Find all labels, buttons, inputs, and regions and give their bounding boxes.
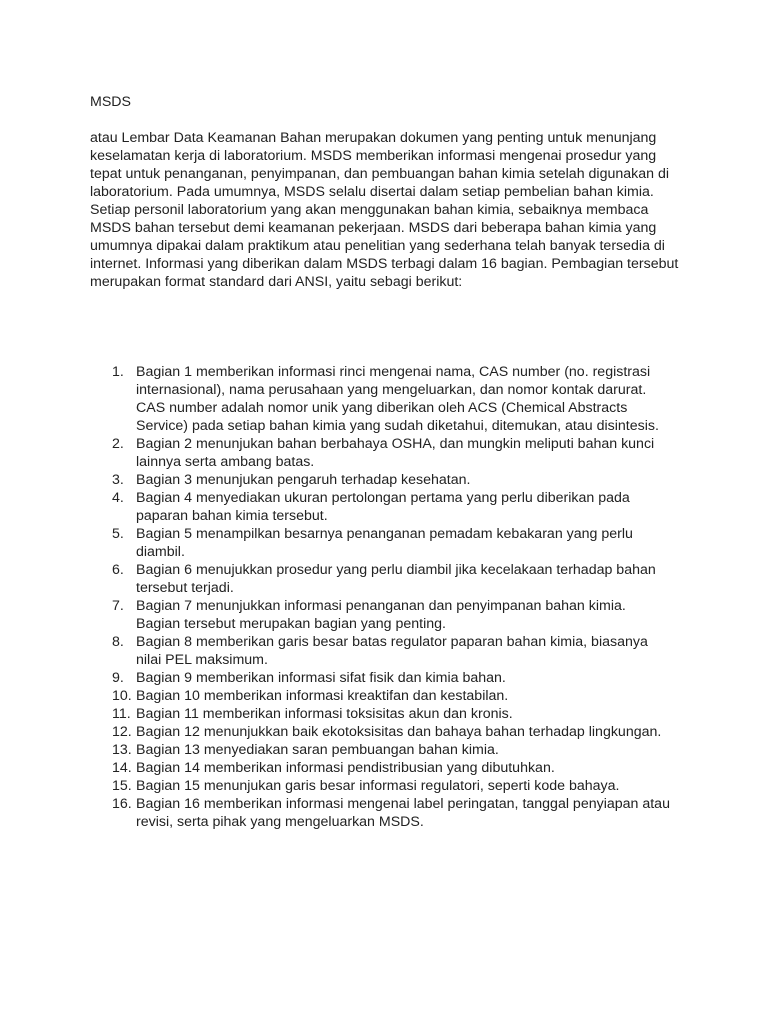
list-item-text: Bagian 2 menunjukan bahan berbahaya OSHA, dan mungkin meliputi bahan kunci lainnya serta ambang batas. <box>136 436 655 470</box>
list-item-number: 12. <box>112 724 132 740</box>
list-item-number: 6. <box>112 562 124 578</box>
list-item-text: Bagian 10 memberikan informasi kreaktifan dan kestabilan. <box>136 688 509 704</box>
list-item <box>112 723 672 741</box>
list-item-text: Bagian 1 memberikan informasi rinci mengenai nama, CAS number (no. registrasi internasional), nama perusahaan yang mengeluarkan, dan nomor kontak darurat. CAS number adalah nomor unik yang diberikan oleh ACS (Chemical Abstracts Service) pada setiap bahan kimia yang sudah diketahui, ditemukan, atau disintesis. <box>136 364 659 434</box>
list-item-text: Bagian 8 memberikan garis besar batas regulator paparan bahan kimia, biasanya nilai PEL maksimum. <box>136 634 648 668</box>
list-item-number: 3. <box>112 472 124 488</box>
list-item-number: 11. <box>112 706 131 722</box>
list-item-number: 16. <box>112 796 132 812</box>
list-item-number: 15. <box>112 778 132 794</box>
section-list <box>112 363 672 831</box>
list-item <box>112 687 672 705</box>
list-item-number: 14. <box>112 760 132 776</box>
list-item-text: Bagian 16 memberikan informasi mengenai label peringatan, tanggal penyiapan atau revisi, serta pihak yang mengeluarkan MSDS. <box>136 796 670 830</box>
list-item <box>112 777 672 795</box>
list-item-text: Bagian 7 menunjukkan informasi penanganan dan penyimpanan bahan kimia. Bagian tersebut merupakan bagian yang penting. <box>136 598 626 632</box>
list-item <box>112 741 672 759</box>
list-item-number: 7. <box>112 598 124 614</box>
list-item-number: 9. <box>112 670 124 686</box>
list-item-number: 13. <box>112 742 132 758</box>
list-item-text: Bagian 15 menunjukan garis besar informasi regulatori, seperti kode bahaya. <box>136 778 620 794</box>
list-item <box>112 669 672 687</box>
list-item <box>112 471 672 489</box>
list-item <box>112 633 672 669</box>
list-item-number: 1. <box>112 364 124 380</box>
list-item-number: 4. <box>112 490 124 506</box>
list-item <box>112 435 672 471</box>
list-item-text: Bagian 6 menujukkan prosedur yang perlu diambil jika kecelakaan terhadap bahan tersebut terjadi. <box>136 562 656 596</box>
list-item-text: Bagian 4 menyediakan ukuran pertolongan pertama yang perlu diberikan pada paparan bahan kimia tersebut. <box>136 490 630 524</box>
intro-paragraph: atau Lembar Data Keamanan Bahan merupakan dokumen yang penting untuk menunjang keselamatan kerja di laboratorium. MSDS memberikan informasi mengenai prosedur yang tepat untuk penanganan, penyimpanan, dan pembuangan bahan kimia setelah digunakan di laboratorium. Pada umumnya, MSDS selalu disertai dalam setiap pembelian bahan kimia. Setiap personil laboratorium yang akan menggunakan bahan kimia, sebaiknya membaca MSDS bahan tersebut demi keamanan pekerjaan. MSDS dari beberapa bahan kimia yang umumnya dipakai dalam praktikum atau penelitian yang sederhana telah banyak tersedia di internet. Informasi yang diberikan dalam MSDS terbagi dalam 16 bagian. Pembagian tersebut merupakan format standard dari ANSI, yaitu sebagi berikut: <box>90 130 679 290</box>
list-item-text: Bagian 12 menunjukkan baik ekotoksisitas dan bahaya bahan terhadap lingkungan. <box>136 724 662 740</box>
list-item-text: Bagian 5 menampilkan besarnya penanganan pemadam kebakaran yang perlu diambil. <box>136 526 633 560</box>
list-item <box>112 705 672 723</box>
list-item-text: Bagian 14 memberikan informasi pendistribusian yang dibutuhkan. <box>136 760 555 776</box>
list-item <box>112 363 672 435</box>
list-item <box>112 795 672 831</box>
document-page <box>90 93 680 830</box>
list-item-text: Bagian 9 memberikan informasi sifat fisik dan kimia bahan. <box>136 670 506 686</box>
list-item <box>112 597 672 633</box>
list-item-text: Bagian 3 menunjukan pengaruh terhadap kesehatan. <box>136 472 471 488</box>
list-item <box>112 561 672 597</box>
list-item-number: 8. <box>112 634 124 650</box>
list-item-number: 2. <box>112 436 124 452</box>
list-item-text: Bagian 13 menyediakan saran pembuangan bahan kimia. <box>136 742 499 758</box>
list-item <box>112 489 672 525</box>
list-item <box>112 525 672 561</box>
list-item-number: 10. <box>112 688 132 704</box>
list-item-number: 5. <box>112 526 124 542</box>
list-item-text: Bagian 11 memberikan informasi toksisitas akun dan kronis. <box>136 706 513 722</box>
document-title: MSDS <box>90 94 131 110</box>
list-item <box>112 759 672 777</box>
